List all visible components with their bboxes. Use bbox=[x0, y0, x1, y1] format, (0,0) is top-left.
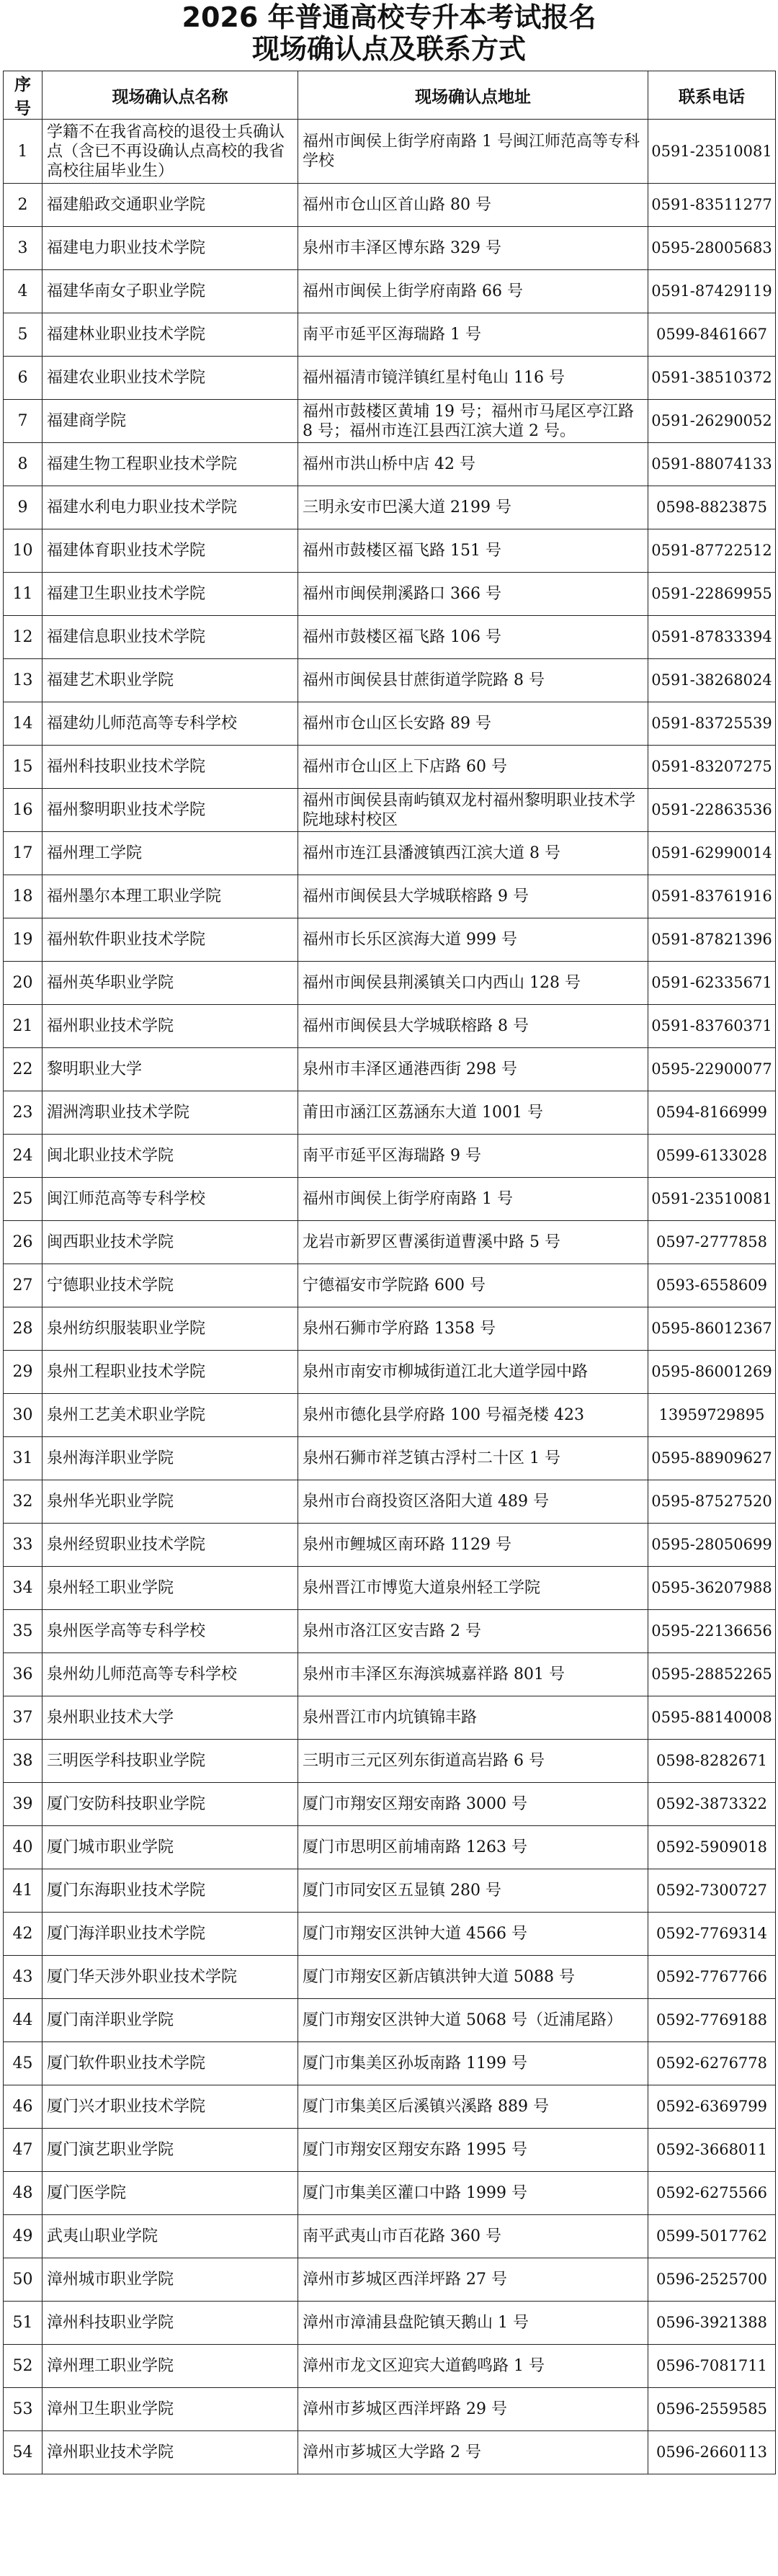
site-name: 厦门城市职业学院 bbox=[43, 1826, 298, 1869]
site-name: 福建生物工程职业技术学院 bbox=[43, 443, 298, 486]
contact-phone: 0592-6369799 bbox=[648, 2085, 776, 2129]
site-name: 厦门兴才职业技术学院 bbox=[43, 2085, 298, 2129]
row-number: 50 bbox=[4, 2258, 43, 2302]
header-phone: 联系电话 bbox=[648, 71, 776, 120]
table-row bbox=[4, 1264, 776, 1307]
row-number: 27 bbox=[4, 1264, 43, 1307]
table-row bbox=[4, 120, 776, 184]
site-name: 黎明职业大学 bbox=[43, 1048, 298, 1091]
site-address: 泉州晋江市内坑镇锦丰路 bbox=[298, 1696, 648, 1740]
row-number: 3 bbox=[4, 227, 43, 270]
row-number: 41 bbox=[4, 1869, 43, 1913]
table-row bbox=[4, 2345, 776, 2388]
contact-phone: 0591-87722512 bbox=[648, 529, 776, 573]
site-address: 漳州市芗城区大学路 2 号 bbox=[298, 2431, 648, 2474]
contact-phone: 0591-83207275 bbox=[648, 746, 776, 789]
site-address: 福州市闽侯县荆溪镇关口内西山 128 号 bbox=[298, 962, 648, 1005]
row-number: 32 bbox=[4, 1480, 43, 1524]
contact-phone: 0591-87821396 bbox=[648, 918, 776, 962]
site-name: 福州职业技术学院 bbox=[43, 1005, 298, 1048]
table-row bbox=[4, 789, 776, 832]
site-address: 泉州市南安市柳城街道江北大道学园中路 bbox=[298, 1351, 648, 1394]
row-number: 7 bbox=[4, 400, 43, 443]
site-name: 福建电力职业技术学院 bbox=[43, 227, 298, 270]
contact-phone: 0597-2777858 bbox=[648, 1221, 776, 1264]
row-number: 22 bbox=[4, 1048, 43, 1091]
table-row bbox=[4, 1783, 776, 1826]
site-name: 厦门医学院 bbox=[43, 2172, 298, 2215]
contact-phone: 0595-22136656 bbox=[648, 1610, 776, 1653]
site-name: 宁德职业技术学院 bbox=[43, 1264, 298, 1307]
site-address: 福州市闽侯县大学城联榕路 9 号 bbox=[298, 875, 648, 918]
table-row bbox=[4, 357, 776, 400]
site-address: 漳州市芗城区西洋坪路 27 号 bbox=[298, 2258, 648, 2302]
table-row bbox=[4, 1913, 776, 1956]
row-number: 47 bbox=[4, 2129, 43, 2172]
row-number: 24 bbox=[4, 1135, 43, 1178]
site-name: 福州理工学院 bbox=[43, 832, 298, 875]
table-row bbox=[4, 616, 776, 659]
site-name: 福建水利电力职业技术学院 bbox=[43, 486, 298, 529]
site-name: 福建幼儿师范高等专科学校 bbox=[43, 702, 298, 746]
site-name: 湄洲湾职业技术学院 bbox=[43, 1091, 298, 1135]
contact-phone: 0596-7081711 bbox=[648, 2345, 776, 2388]
site-name: 福州黎明职业技术学院 bbox=[43, 789, 298, 832]
site-name: 泉州工程职业技术学院 bbox=[43, 1351, 298, 1394]
site-address: 厦门市翔安区洪钟大道 4566 号 bbox=[298, 1913, 648, 1956]
table-row bbox=[4, 1956, 776, 1999]
site-address: 厦门市同安区五显镇 280 号 bbox=[298, 1869, 648, 1913]
contact-phone: 0595-28050699 bbox=[648, 1524, 776, 1567]
site-address: 泉州市台商投资区洛阳大道 489 号 bbox=[298, 1480, 648, 1524]
site-address: 福州市鼓楼区福飞路 151 号 bbox=[298, 529, 648, 573]
table-row bbox=[4, 2215, 776, 2258]
site-address: 泉州市丰泽区通港西街 298 号 bbox=[298, 1048, 648, 1091]
row-number: 25 bbox=[4, 1178, 43, 1221]
site-name: 福建卫生职业技术学院 bbox=[43, 573, 298, 616]
row-number: 21 bbox=[4, 1005, 43, 1048]
site-name: 厦门南洋职业学院 bbox=[43, 1999, 298, 2042]
site-address: 泉州市丰泽区博东路 329 号 bbox=[298, 227, 648, 270]
site-address: 南平市延平区海瑞路 9 号 bbox=[298, 1135, 648, 1178]
site-address: 福州市闽侯荆溪路口 366 号 bbox=[298, 573, 648, 616]
contact-phone: 0591-87833394 bbox=[648, 616, 776, 659]
table-row bbox=[4, 2388, 776, 2431]
row-number: 49 bbox=[4, 2215, 43, 2258]
site-name: 闽西职业技术学院 bbox=[43, 1221, 298, 1264]
row-number: 9 bbox=[4, 486, 43, 529]
contact-phone: 0591-22863536 bbox=[648, 789, 776, 832]
site-address: 厦门市集美区后溪镇兴溪路 889 号 bbox=[298, 2085, 648, 2129]
row-number: 52 bbox=[4, 2345, 43, 2388]
contact-phone: 0595-22900077 bbox=[648, 1048, 776, 1091]
site-address: 厦门市集美区灌口中路 1999 号 bbox=[298, 2172, 648, 2215]
row-number: 51 bbox=[4, 2302, 43, 2345]
contact-phone: 0595-88140008 bbox=[648, 1696, 776, 1740]
site-address: 宁德福安市学院路 600 号 bbox=[298, 1264, 648, 1307]
site-address: 福州市仓山区上下店路 60 号 bbox=[298, 746, 648, 789]
site-name: 福州英华职业学院 bbox=[43, 962, 298, 1005]
table-row bbox=[4, 2172, 776, 2215]
row-number: 4 bbox=[4, 270, 43, 313]
site-name: 福建农业职业技术学院 bbox=[43, 357, 298, 400]
site-name: 泉州纺织服装职业学院 bbox=[43, 1307, 298, 1351]
site-name: 学籍不在我省高校的退役士兵确认点（含已不再设确认点高校的我省高校往届毕业生） bbox=[43, 120, 298, 184]
row-number: 48 bbox=[4, 2172, 43, 2215]
table-row bbox=[4, 313, 776, 357]
contact-phone: 0595-36207988 bbox=[648, 1567, 776, 1610]
site-address: 厦门市翔安区新店镇洪钟大道 5088 号 bbox=[298, 1956, 648, 1999]
table-row bbox=[4, 746, 776, 789]
row-number: 18 bbox=[4, 875, 43, 918]
table-body bbox=[4, 120, 776, 2474]
site-name: 漳州城市职业学院 bbox=[43, 2258, 298, 2302]
row-number: 39 bbox=[4, 1783, 43, 1826]
row-number: 29 bbox=[4, 1351, 43, 1394]
row-number: 36 bbox=[4, 1653, 43, 1696]
site-name: 泉州医学高等专科学校 bbox=[43, 1610, 298, 1653]
table-row bbox=[4, 1524, 776, 1567]
site-name: 厦门东海职业技术学院 bbox=[43, 1869, 298, 1913]
site-address: 厦门市翔安区洪钟大道 5068 号（近浦尾路） bbox=[298, 1999, 648, 2042]
table-row bbox=[4, 659, 776, 702]
row-number: 33 bbox=[4, 1524, 43, 1567]
table-row bbox=[4, 1653, 776, 1696]
contact-phone: 0592-3668011 bbox=[648, 2129, 776, 2172]
table-row bbox=[4, 1135, 776, 1178]
contact-phone: 0591-38268024 bbox=[648, 659, 776, 702]
table-row bbox=[4, 1394, 776, 1437]
document-title: 2026 年普通高校专升本考试报名 bbox=[182, 1, 596, 33]
site-name: 厦门安防科技职业学院 bbox=[43, 1783, 298, 1826]
table-row bbox=[4, 962, 776, 1005]
site-name: 福建体育职业技术学院 bbox=[43, 529, 298, 573]
site-address: 莆田市涵江区荔涵东大道 1001 号 bbox=[298, 1091, 648, 1135]
site-address: 厦门市思明区前埔南路 1263 号 bbox=[298, 1826, 648, 1869]
table-row bbox=[4, 702, 776, 746]
site-address: 泉州石狮市学府路 1358 号 bbox=[298, 1307, 648, 1351]
row-number: 20 bbox=[4, 962, 43, 1005]
contact-phone: 0591-83761916 bbox=[648, 875, 776, 918]
site-name: 闽北职业技术学院 bbox=[43, 1135, 298, 1178]
site-name: 福建商学院 bbox=[43, 400, 298, 443]
table-row bbox=[4, 1696, 776, 1740]
contact-phone: 0596-2525700 bbox=[648, 2258, 776, 2302]
site-address: 龙岩市新罗区曹溪街道曹溪中路 5 号 bbox=[298, 1221, 648, 1264]
site-address: 福州市鼓楼区福飞路 106 号 bbox=[298, 616, 648, 659]
site-address: 福州市闽侯上街学府南路 1 号闽江师范高等专科学校 bbox=[298, 120, 648, 184]
contact-phone: 0591-62990014 bbox=[648, 832, 776, 875]
table-row bbox=[4, 2129, 776, 2172]
contact-phone: 0598-8823875 bbox=[648, 486, 776, 529]
contact-phone: 0592-7769188 bbox=[648, 1999, 776, 2042]
site-name: 福建信息职业技术学院 bbox=[43, 616, 298, 659]
contact-phone: 0592-6275566 bbox=[648, 2172, 776, 2215]
contact-phone: 0598-8282671 bbox=[648, 1740, 776, 1783]
table-row bbox=[4, 2302, 776, 2345]
contact-phone: 0591-23510081 bbox=[648, 1178, 776, 1221]
site-name: 漳州卫生职业学院 bbox=[43, 2388, 298, 2431]
site-address: 福州市闽侯县南屿镇双龙村福州黎明职业技术学院地球村校区 bbox=[298, 789, 648, 832]
table-row bbox=[4, 1091, 776, 1135]
table-row bbox=[4, 1221, 776, 1264]
contact-phone: 0592-5909018 bbox=[648, 1826, 776, 1869]
site-address: 厦门市翔安区翔安南路 3000 号 bbox=[298, 1783, 648, 1826]
site-name: 三明医学科技职业学院 bbox=[43, 1740, 298, 1783]
contact-phone: 0592-7769314 bbox=[648, 1913, 776, 1956]
row-number: 43 bbox=[4, 1956, 43, 1999]
contact-phone: 0591-83760371 bbox=[648, 1005, 776, 1048]
site-address: 福州市仓山区首山路 80 号 bbox=[298, 184, 648, 227]
site-address: 厦门市翔安区翔安东路 1995 号 bbox=[298, 2129, 648, 2172]
site-name: 厦门演艺职业学院 bbox=[43, 2129, 298, 2172]
site-name: 厦门华天涉外职业技术学院 bbox=[43, 1956, 298, 1999]
site-name: 福建船政交通职业学院 bbox=[43, 184, 298, 227]
site-address: 三明市三元区列东街道高岩路 6 号 bbox=[298, 1740, 648, 1783]
row-number: 15 bbox=[4, 746, 43, 789]
contact-phone: 0591-62335671 bbox=[648, 962, 776, 1005]
row-number: 38 bbox=[4, 1740, 43, 1783]
table-row bbox=[4, 1826, 776, 1869]
row-number: 34 bbox=[4, 1567, 43, 1610]
site-name: 泉州职业技术大学 bbox=[43, 1696, 298, 1740]
contact-phone: 0596-2559585 bbox=[648, 2388, 776, 2431]
header-address: 现场确认点地址 bbox=[298, 71, 648, 120]
row-number: 35 bbox=[4, 1610, 43, 1653]
site-name: 福建林业职业技术学院 bbox=[43, 313, 298, 357]
table-row bbox=[4, 1437, 776, 1480]
contact-phone: 0593-6558609 bbox=[648, 1264, 776, 1307]
row-number: 26 bbox=[4, 1221, 43, 1264]
contact-phone: 13959729895 bbox=[648, 1394, 776, 1437]
table-row bbox=[4, 1178, 776, 1221]
site-address: 厦门市集美区孙坂南路 1199 号 bbox=[298, 2042, 648, 2085]
table-row bbox=[4, 1869, 776, 1913]
site-address: 漳州市漳浦县盘陀镇天鹅山 1 号 bbox=[298, 2302, 648, 2345]
row-number: 40 bbox=[4, 1826, 43, 1869]
site-name: 福州科技职业技术学院 bbox=[43, 746, 298, 789]
site-address: 三明永安市巴溪大道 2199 号 bbox=[298, 486, 648, 529]
contact-phone: 0592-3873322 bbox=[648, 1783, 776, 1826]
row-number: 12 bbox=[4, 616, 43, 659]
site-name: 泉州幼儿师范高等专科学校 bbox=[43, 1653, 298, 1696]
contact-phone: 0591-88074133 bbox=[648, 443, 776, 486]
site-address: 南平市延平区海瑞路 1 号 bbox=[298, 313, 648, 357]
table-row bbox=[4, 400, 776, 443]
site-address: 福州市仓山区长安路 89 号 bbox=[298, 702, 648, 746]
site-address: 泉州市洛江区安吉路 2 号 bbox=[298, 1610, 648, 1653]
row-number: 53 bbox=[4, 2388, 43, 2431]
table-row bbox=[4, 2085, 776, 2129]
contact-phone: 0592-7300727 bbox=[648, 1869, 776, 1913]
site-address: 泉州市德化县学府路 100 号福尧楼 423 bbox=[298, 1394, 648, 1437]
table-row bbox=[4, 1740, 776, 1783]
site-address: 福州市洪山桥中店 42 号 bbox=[298, 443, 648, 486]
site-name: 福建艺术职业学院 bbox=[43, 659, 298, 702]
site-name: 福建华南女子职业学院 bbox=[43, 270, 298, 313]
contact-phone: 0592-6276778 bbox=[648, 2042, 776, 2085]
row-number: 17 bbox=[4, 832, 43, 875]
row-number: 6 bbox=[4, 357, 43, 400]
site-address: 福州市鼓楼区黄埔 19 号；福州市马尾区亭江路 8 号；福州市连江县西江滨大道 2 号。 bbox=[298, 400, 648, 443]
site-name: 武夷山职业学院 bbox=[43, 2215, 298, 2258]
table-row bbox=[4, 443, 776, 486]
site-address: 福州市闽侯县甘蔗街道学院路 8 号 bbox=[298, 659, 648, 702]
contact-phone: 0591-83511277 bbox=[648, 184, 776, 227]
row-number: 28 bbox=[4, 1307, 43, 1351]
site-name: 泉州经贸职业技术学院 bbox=[43, 1524, 298, 1567]
contact-phone: 0591-38510372 bbox=[648, 357, 776, 400]
table-row bbox=[4, 184, 776, 227]
table-row bbox=[4, 1480, 776, 1524]
contact-phone: 0599-8461667 bbox=[648, 313, 776, 357]
table-row bbox=[4, 486, 776, 529]
site-address: 泉州市鲤城区南环路 1129 号 bbox=[298, 1524, 648, 1567]
row-number: 46 bbox=[4, 2085, 43, 2129]
contact-phone: 0591-87429119 bbox=[648, 270, 776, 313]
table-row bbox=[4, 875, 776, 918]
row-number: 5 bbox=[4, 313, 43, 357]
contact-phone: 0595-88909627 bbox=[648, 1437, 776, 1480]
table-row bbox=[4, 1048, 776, 1091]
site-name: 漳州职业技术学院 bbox=[43, 2431, 298, 2474]
row-number: 31 bbox=[4, 1437, 43, 1480]
contact-phone: 0595-87527520 bbox=[648, 1480, 776, 1524]
site-address: 福州市连江县潘渡镇西江滨大道 8 号 bbox=[298, 832, 648, 875]
site-name: 漳州科技职业学院 bbox=[43, 2302, 298, 2345]
row-number: 2 bbox=[4, 184, 43, 227]
table-row bbox=[4, 918, 776, 962]
document-subtitle: 现场确认点及联系方式 bbox=[251, 33, 526, 65]
table-header-row bbox=[4, 71, 776, 120]
site-name: 泉州工艺美术职业学院 bbox=[43, 1394, 298, 1437]
row-number: 45 bbox=[4, 2042, 43, 2085]
header-name: 现场确认点名称 bbox=[43, 71, 298, 120]
row-number: 44 bbox=[4, 1999, 43, 2042]
contact-phone: 0595-86001269 bbox=[648, 1351, 776, 1394]
site-name: 闽江师范高等专科学校 bbox=[43, 1178, 298, 1221]
table-row bbox=[4, 1567, 776, 1610]
row-number: 16 bbox=[4, 789, 43, 832]
site-address: 漳州市芗城区西洋坪路 29 号 bbox=[298, 2388, 648, 2431]
row-number: 13 bbox=[4, 659, 43, 702]
row-number: 42 bbox=[4, 1913, 43, 1956]
site-name: 泉州海洋职业学院 bbox=[43, 1437, 298, 1480]
row-number: 8 bbox=[4, 443, 43, 486]
contact-phone: 0596-3921388 bbox=[648, 2302, 776, 2345]
site-name: 福州软件职业技术学院 bbox=[43, 918, 298, 962]
contact-phone: 0595-28005683 bbox=[648, 227, 776, 270]
table-row bbox=[4, 2258, 776, 2302]
table-row bbox=[4, 1005, 776, 1048]
row-number: 10 bbox=[4, 529, 43, 573]
header-no: 序号 bbox=[4, 71, 43, 120]
site-address: 福州市闽侯上街学府南路 66 号 bbox=[298, 270, 648, 313]
table-row bbox=[4, 2042, 776, 2085]
row-number: 30 bbox=[4, 1394, 43, 1437]
site-name: 福州墨尔本理工职业学院 bbox=[43, 875, 298, 918]
row-number: 14 bbox=[4, 702, 43, 746]
site-address: 福州市闽侯县大学城联榕路 8 号 bbox=[298, 1005, 648, 1048]
site-address: 泉州石狮市祥芝镇古浮村二十区 1 号 bbox=[298, 1437, 648, 1480]
site-address: 福州市闽侯上街学府南路 1 号 bbox=[298, 1178, 648, 1221]
site-name: 泉州轻工职业学院 bbox=[43, 1567, 298, 1610]
row-number: 37 bbox=[4, 1696, 43, 1740]
contact-phone: 0591-23510081 bbox=[648, 120, 776, 184]
contact-phone: 0592-7767766 bbox=[648, 1956, 776, 1999]
contact-phone: 0599-6133028 bbox=[648, 1135, 776, 1178]
contact-phone: 0595-28852265 bbox=[648, 1653, 776, 1696]
contact-phone: 0596-2660113 bbox=[648, 2431, 776, 2474]
site-name: 泉州华光职业学院 bbox=[43, 1480, 298, 1524]
site-address: 福州市长乐区滨海大道 999 号 bbox=[298, 918, 648, 962]
table-row bbox=[4, 1610, 776, 1653]
site-name: 厦门软件职业技术学院 bbox=[43, 2042, 298, 2085]
site-address: 南平武夷山市百花路 360 号 bbox=[298, 2215, 648, 2258]
site-name: 厦门海洋职业技术学院 bbox=[43, 1913, 298, 1956]
table-row bbox=[4, 227, 776, 270]
site-name: 漳州理工职业学院 bbox=[43, 2345, 298, 2388]
site-address: 泉州晋江市博览大道泉州轻工学院 bbox=[298, 1567, 648, 1610]
table-row bbox=[4, 1999, 776, 2042]
table-row bbox=[4, 832, 776, 875]
site-address: 福州福清市镜洋镇红星村龟山 116 号 bbox=[298, 357, 648, 400]
contact-phone: 0591-83725539 bbox=[648, 702, 776, 746]
contact-phone: 0591-22869955 bbox=[648, 573, 776, 616]
confirmation-sites-table bbox=[3, 71, 776, 2474]
site-address: 泉州市丰泽区东海滨城嘉祥路 801 号 bbox=[298, 1653, 648, 1696]
contact-phone: 0599-5017762 bbox=[648, 2215, 776, 2258]
row-number: 11 bbox=[4, 573, 43, 616]
table-row bbox=[4, 1351, 776, 1394]
table-row bbox=[4, 2431, 776, 2474]
table-row bbox=[4, 1307, 776, 1351]
site-address: 漳州市龙文区迎宾大道鹤鸣路 1 号 bbox=[298, 2345, 648, 2388]
contact-phone: 0595-86012367 bbox=[648, 1307, 776, 1351]
contact-phone: 0591-26290052 bbox=[648, 400, 776, 443]
row-number: 23 bbox=[4, 1091, 43, 1135]
row-number: 19 bbox=[4, 918, 43, 962]
table-row bbox=[4, 529, 776, 573]
table-row bbox=[4, 270, 776, 313]
row-number: 1 bbox=[4, 120, 43, 184]
contact-phone: 0594-8166999 bbox=[648, 1091, 776, 1135]
table-row bbox=[4, 573, 776, 616]
row-number: 54 bbox=[4, 2431, 43, 2474]
